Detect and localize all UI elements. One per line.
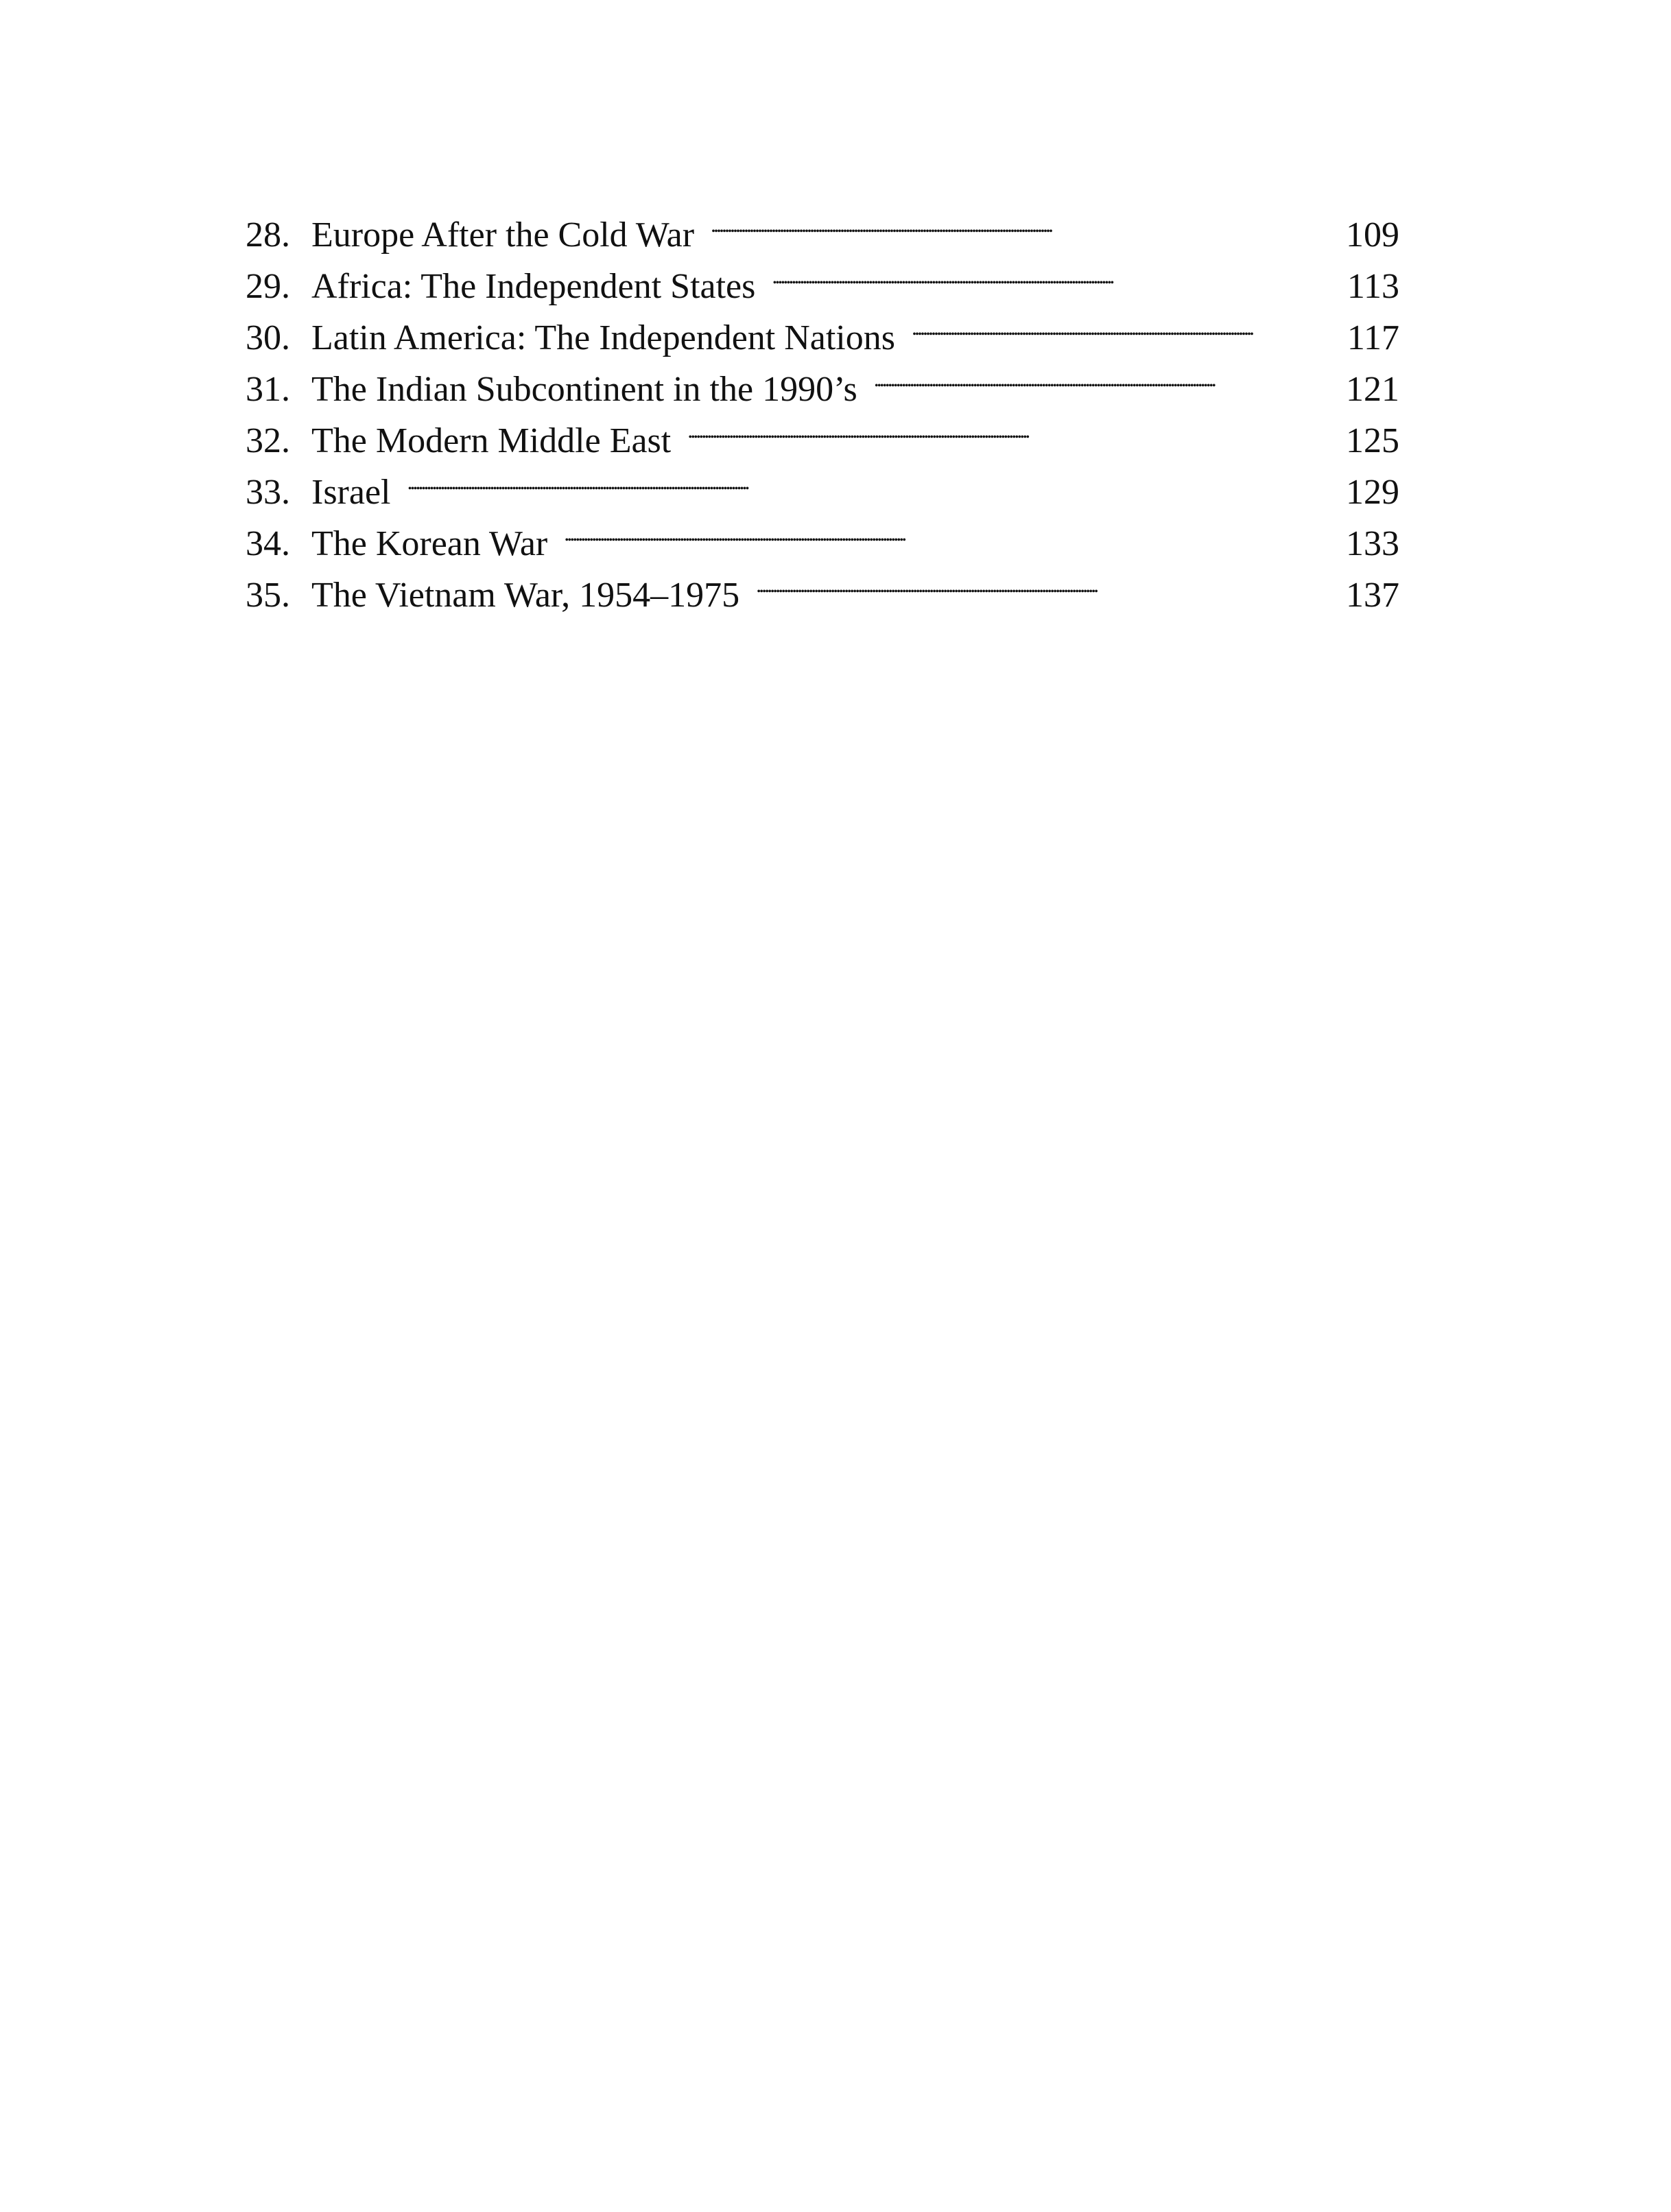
entry-title: The Modern Middle East [311, 421, 672, 460]
table-of-contents [246, 195, 1399, 615]
entry-number: 33. [246, 473, 290, 512]
entry-number: 31. [246, 370, 290, 409]
entry-page-number: 129 [1346, 473, 1399, 512]
entry-title: Africa: The Independent States [311, 267, 756, 306]
dot-leader [564, 504, 1318, 555]
entry-title: Israel [311, 473, 391, 512]
entry-number: 35. [246, 576, 290, 615]
entry-title: The Indian Subcontinent in the 1990’s [311, 370, 857, 409]
entry-page-number: 113 [1347, 267, 1399, 306]
entry-page-number: 133 [1346, 524, 1399, 563]
entry-page-number: 137 [1346, 576, 1399, 615]
entry-page-number: 125 [1346, 421, 1399, 460]
entry-title: The Vietnam War, 1954–1975 [311, 576, 740, 615]
dot-leader [687, 401, 1318, 452]
entry-number: 34. [246, 524, 290, 563]
entry-page-number: 117 [1347, 318, 1399, 357]
entry-number: 29. [246, 267, 290, 306]
dot-leader [407, 452, 1318, 504]
dot-leader [772, 246, 1318, 298]
entry-number: 28. [246, 215, 290, 255]
toc-entry [246, 504, 1399, 563]
entry-page-number: 109 [1346, 215, 1399, 255]
dot-leader [912, 298, 1318, 349]
entry-number: 30. [246, 318, 290, 357]
dot-leader [756, 555, 1318, 607]
entry-title: Europe After the Cold War [311, 215, 695, 255]
dot-leader [711, 195, 1318, 246]
entry-number: 32. [246, 421, 290, 460]
entry-page-number: 121 [1346, 370, 1399, 409]
entry-title: The Korean War [311, 524, 548, 563]
entry-title: Latin America: The Independent Nations [311, 318, 895, 357]
toc-entry [246, 195, 1399, 255]
dot-leader [874, 349, 1318, 401]
toc-entry [246, 452, 1399, 512]
